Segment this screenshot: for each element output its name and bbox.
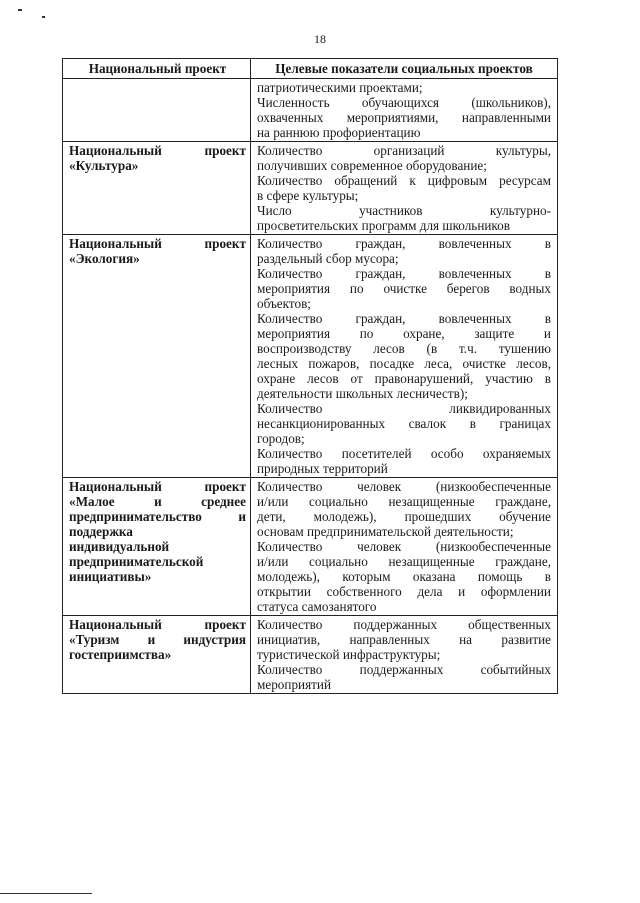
scan-mark	[18, 9, 22, 11]
project-name-line: Национальный проект	[69, 236, 246, 251]
project-name-line: «Туризм и индустрия	[69, 632, 246, 647]
indicators-cell	[251, 235, 557, 477]
indicator-line: просветительских программ для школьников	[257, 218, 510, 233]
project-name-line: предпринимательской	[69, 554, 204, 569]
indicators-cell	[251, 616, 557, 693]
indicators-cell	[251, 142, 557, 234]
project-name-line: поддержка	[69, 524, 133, 539]
project-name-cell	[63, 478, 251, 615]
project-name-line: гостеприимства»	[69, 647, 172, 662]
project-name-line: Национальный проект	[69, 143, 246, 158]
page-number: 18	[314, 32, 326, 46]
national-projects-table	[62, 58, 558, 694]
indicator-line: молодежь), которым оказана помощь в	[257, 569, 551, 584]
indicator-line: деятельности школьных лесничеств);	[257, 386, 468, 401]
indicator-line: раздельный сбор мусора;	[257, 251, 399, 266]
indicator-line: Количество обращений к цифровым ресурсам	[257, 173, 551, 188]
indicator-line: Количество граждан, вовлеченных в	[257, 311, 551, 326]
indicator-line: Количество граждан, вовлеченных в	[257, 236, 551, 251]
indicator-line: Количество граждан, вовлеченных в	[257, 266, 551, 281]
project-name-line: инициативы»	[69, 569, 152, 584]
table-row	[62, 142, 558, 235]
indicator-line: и/или социально незащищенные граждане,	[257, 494, 551, 509]
project-name-line: «Культура»	[69, 158, 139, 173]
table-row	[62, 235, 558, 478]
project-name-cell	[63, 142, 251, 234]
indicator-line: Количество поддержанных событийных	[257, 662, 551, 677]
project-name-cell	[63, 616, 251, 693]
project-name-cell	[63, 79, 251, 141]
indicator-line: получивших современное оборудование;	[257, 158, 487, 173]
indicator-line: лесных пожаров, посадке леса, очистке лесов,	[257, 356, 551, 371]
indicator-line: Количество поддержанных общественных	[257, 617, 551, 632]
indicator-line: инициатив, направленных на развитие	[257, 632, 551, 647]
table-header-row	[62, 58, 558, 79]
project-name-line: индивидуальной	[69, 539, 170, 554]
indicator-line: городов;	[257, 431, 305, 446]
indicator-line: воспроизводству лесов (в т.ч. тушению	[257, 341, 551, 356]
indicator-line: мероприятия по очистке берегов водных	[257, 281, 551, 296]
table-row	[62, 616, 558, 694]
indicator-line: Количество организаций культуры,	[257, 143, 551, 158]
indicator-line: на раннюю профориентацию	[257, 125, 421, 140]
indicator-line: Количество человек (низкообеспеченные	[257, 479, 551, 494]
indicator-line: и/или социально незащищенные граждане,	[257, 554, 551, 569]
indicator-line: Количество человек (низкообеспеченные	[257, 539, 551, 554]
project-name-line: Национальный проект	[69, 617, 246, 632]
indicator-line: охране лесов от правонарушений, участию в	[257, 371, 551, 386]
project-name-line: Национальный проект	[69, 479, 246, 494]
header-project: Национальный проект	[63, 59, 251, 78]
indicator-line: Число участников культурно-	[257, 203, 551, 218]
indicator-line: несанкционированных свалок в границах	[257, 416, 551, 431]
indicator-line: основам предпринимательской деятельности;	[257, 524, 514, 539]
header-indicators: Целевые показатели социальных проектов	[275, 61, 533, 76]
indicator-line: туристической инфраструктуры;	[257, 647, 441, 662]
indicators-cell	[251, 478, 557, 615]
indicator-line: в сфере культуры;	[257, 188, 359, 203]
project-name-cell	[63, 235, 251, 477]
indicator-line: открытии собственного дела и оформлении	[257, 584, 551, 599]
indicator-line: мероприятий	[257, 677, 332, 692]
indicator-line: патриотическими проектами;	[257, 80, 423, 95]
indicator-line: природных территорий	[257, 461, 388, 476]
indicator-line: дети, молодежь), прошедших обучение	[257, 509, 551, 524]
scan-mark	[42, 16, 45, 18]
project-name-line: «Малое и среднее	[69, 494, 246, 509]
project-name-line: «Экология»	[69, 251, 140, 266]
table-row	[62, 79, 558, 142]
indicator-line: статуса самозанятого	[257, 599, 377, 614]
indicator-line: Количество ликвидированных	[257, 401, 551, 416]
indicator-line: мероприятия по охране, защите и	[257, 326, 551, 341]
indicator-line: Численность обучающихся (школьников),	[257, 95, 551, 110]
table-row	[62, 478, 558, 616]
indicator-line: охваченных мероприятиями, направленными	[257, 110, 551, 125]
scan-mark	[0, 893, 92, 894]
project-name-line: предпринимательство и	[69, 509, 246, 524]
indicators-cell	[251, 79, 557, 141]
indicator-line: объектов;	[257, 296, 311, 311]
table-body	[62, 79, 558, 694]
indicator-line: Количество посетителей особо охраняемых	[257, 446, 551, 461]
